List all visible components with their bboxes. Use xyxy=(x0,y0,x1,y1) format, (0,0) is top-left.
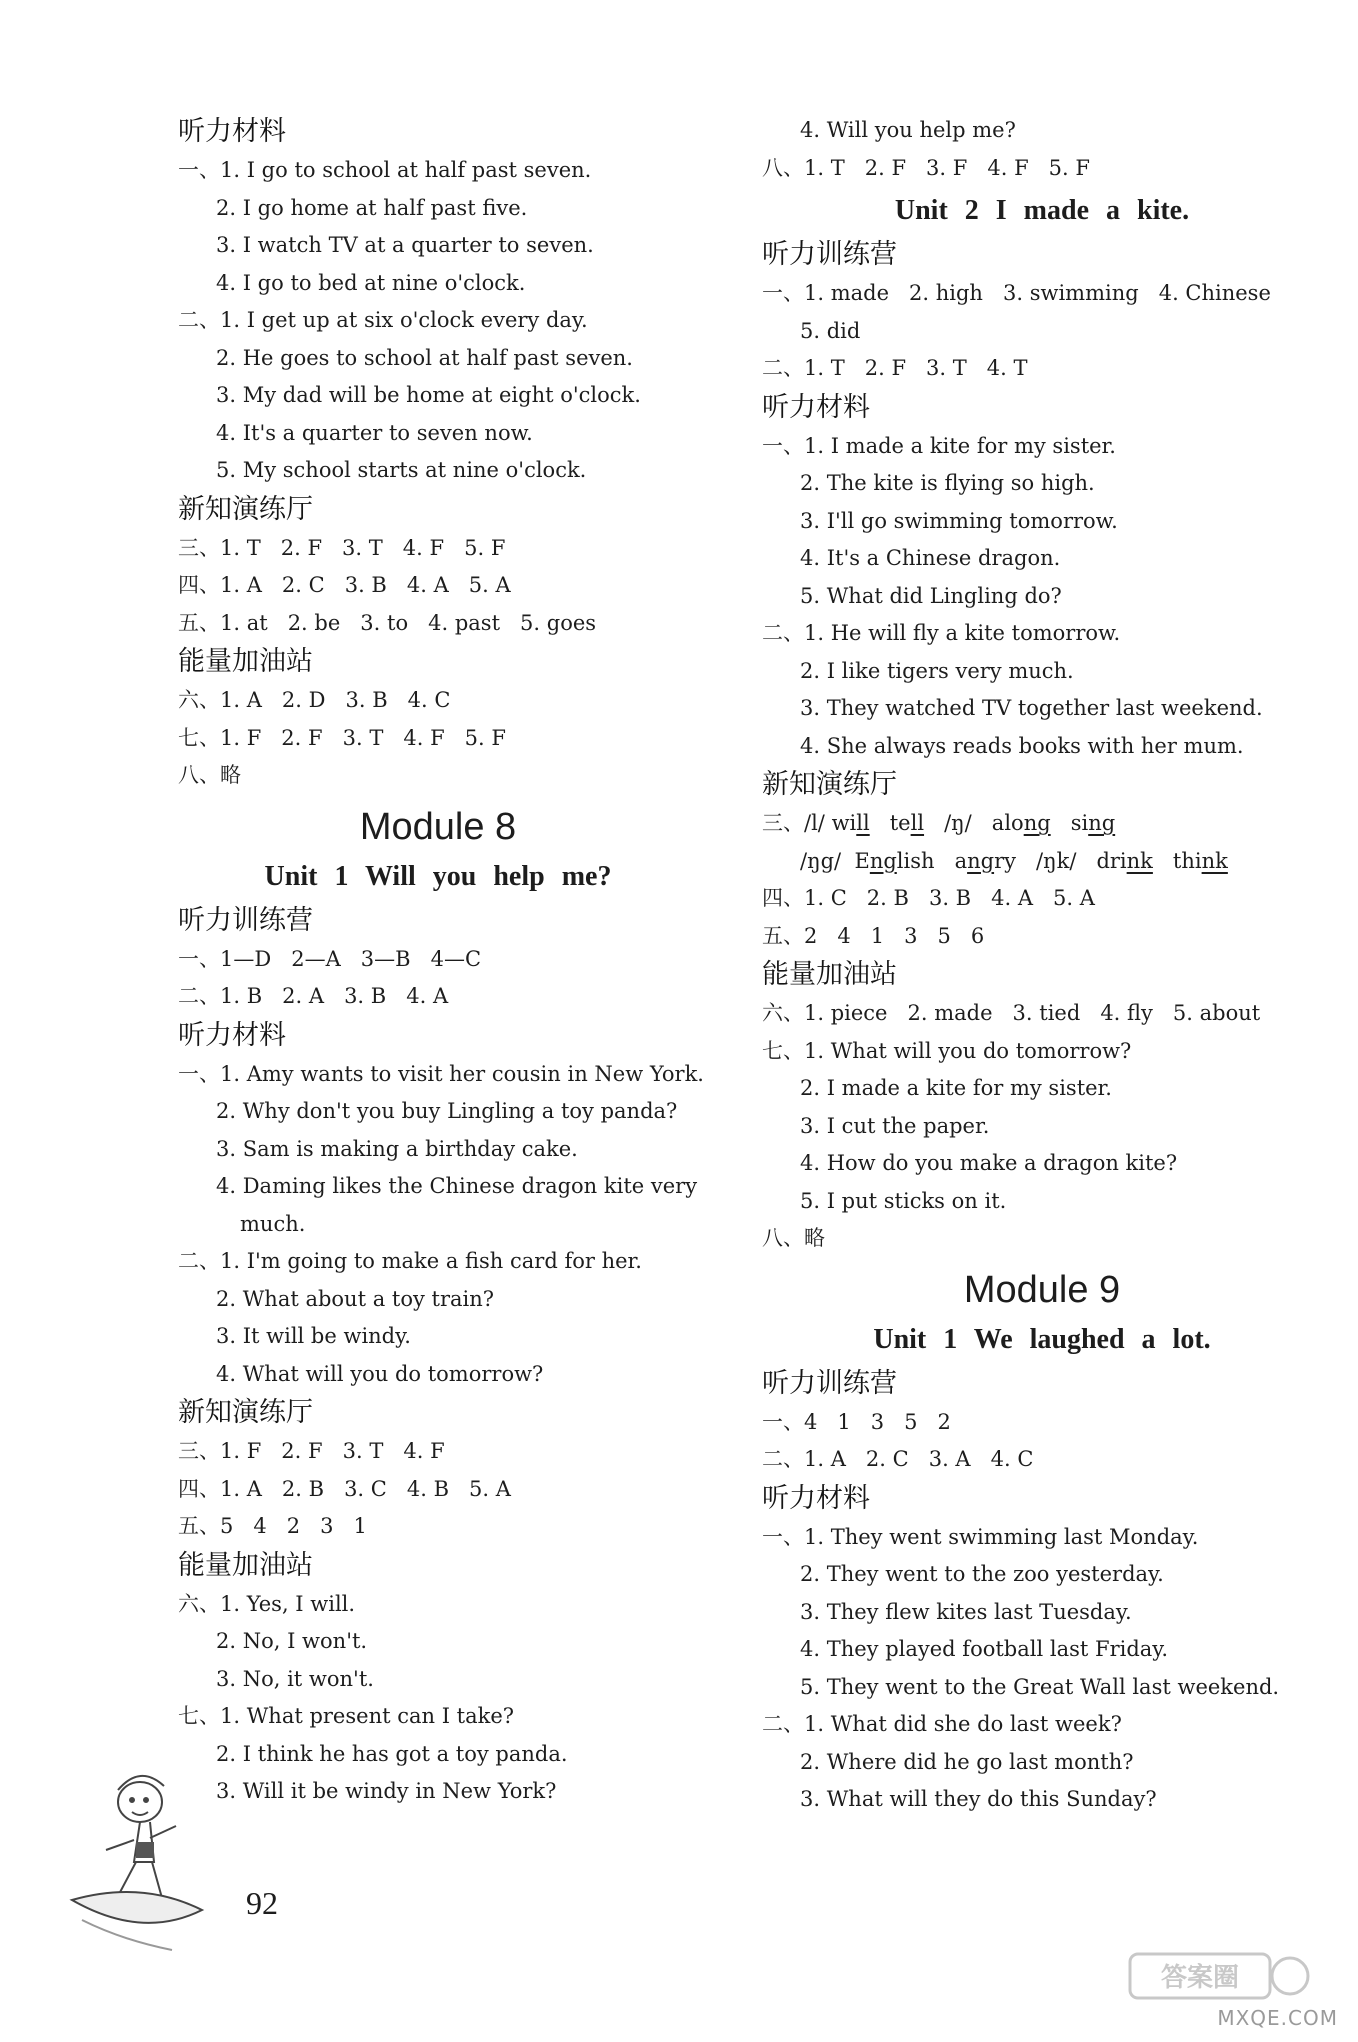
phonics-part: wi xyxy=(831,811,857,835)
answer-line: 二、1. What did she do last week? xyxy=(762,1712,1122,1736)
answer-line: 二、1. I get up at six o'clock every day. xyxy=(178,308,588,332)
answer-line: 3. No, it won't. xyxy=(216,1666,374,1691)
section-heading: 能量加油站 xyxy=(178,1549,313,1581)
section-heading: 新知演练厅 xyxy=(762,769,897,800)
phonics-part: alo xyxy=(991,811,1024,835)
answer-line: 2. I think he has got a toy panda. xyxy=(216,1741,568,1766)
answer-line: 一、1—D 2—A 3—B 4—C xyxy=(178,946,482,971)
phonics-row xyxy=(762,843,1322,881)
answer-line: 3. What will they do this Sunday? xyxy=(800,1787,1157,1811)
phonics-part: ng xyxy=(1088,811,1116,835)
answer-line: 2. No, I won't. xyxy=(216,1629,368,1653)
answer-line: 六、1. Yes, I will. xyxy=(178,1591,356,1616)
answer-line: 一、1. I made a kite for my sister. xyxy=(762,433,1116,458)
answer-line: 四、1. A 2. B 3. C 4. B 5. A xyxy=(178,1476,511,1501)
answer-line: 六、1. A 2. D 3. B 4. C xyxy=(178,688,451,712)
module-title: Module 8 xyxy=(359,805,517,848)
answer-line: 一、1. Amy wants to visit her cousin in New York. xyxy=(178,1061,704,1086)
answer-line: 3. I cut the paper. xyxy=(800,1113,990,1138)
section-heading: 听力训练营 xyxy=(762,1367,897,1399)
answer-line: 2. What about a toy train? xyxy=(216,1286,495,1311)
section-heading: 新知演练厅 xyxy=(178,493,313,525)
phonics-part: te xyxy=(889,811,911,835)
section-heading: 能量加油站 xyxy=(178,646,313,677)
section-heading: 听力材料 xyxy=(178,1019,286,1051)
answer-line: 八、略 xyxy=(178,763,241,787)
answer-line: 4. Daming likes the Chinese dragon kite very xyxy=(216,1174,698,1198)
section-heading: 听力训练营 xyxy=(178,904,313,936)
answer-line: 二、1. I'm going to make a fish card for her. xyxy=(178,1249,642,1273)
answer-line: 4. It's a quarter to seven now. xyxy=(216,420,533,445)
answer-line: 3. They flew kites last Tuesday. xyxy=(800,1599,1132,1624)
answer-line: 二、1. A 2. C 3. A 4. C xyxy=(762,1447,1034,1471)
unit-title: Unit 1 We laughed a lot. xyxy=(873,1323,1211,1355)
left-column xyxy=(178,112,704,1811)
answer-line: 4. Will you help me? xyxy=(800,118,1016,142)
answer-line: 二、1. He will fly a kite tomorrow. xyxy=(762,621,1121,645)
answer-line: 2. He goes to school at half past seven. xyxy=(216,345,633,370)
answer-line: 3. I watch TV at a quarter to seven. xyxy=(216,233,594,257)
answer-line: 二、1. B 2. A 3. B 4. A xyxy=(178,984,449,1008)
answer-line: 3. My dad will be home at eight o'clock. xyxy=(216,383,641,407)
answer-line: 三、1. T 2. F 3. T 4. F 5. F xyxy=(178,535,506,560)
answer-line: 四、1. A 2. C 3. B 4. A 5. A xyxy=(178,573,511,597)
answer-line: 4. I go to bed at nine o'clock. xyxy=(216,270,526,295)
answer-line: 5. They went to the Great Wall last weekend. xyxy=(800,1674,1280,1699)
phonics-part: /ŋk/ xyxy=(1036,848,1077,873)
phonics-part: ng xyxy=(869,848,897,873)
answer-line: 3. It will be windy. xyxy=(216,1324,411,1348)
answer-line: 一、1. made 2. high 3. swimming 4. Chinese xyxy=(762,281,1271,305)
section-heading: 能量加油站 xyxy=(762,959,897,990)
phonics-part: nk xyxy=(1201,848,1228,873)
answer-line: 2. I like tigers very much. xyxy=(800,658,1074,683)
answer-line: 五、5 4 2 3 1 xyxy=(178,1514,367,1538)
answer-line: 七、1. What will you do tomorrow? xyxy=(762,1038,1132,1063)
unit-title: Unit 2 I made a kite. xyxy=(894,195,1190,226)
section-heading: 听力材料 xyxy=(762,1482,870,1514)
phonics-part: lish xyxy=(896,848,935,873)
answer-line: 七、1. F 2. F 3. T 4. F 5. F xyxy=(178,725,506,750)
answer-line: 一、4 1 3 5 2 xyxy=(762,1409,951,1434)
answer-line: 一、1. I go to school at half past seven. xyxy=(178,158,592,182)
answer-line: 四、1. C 2. B 3. B 4. A 5. A xyxy=(762,886,1095,910)
module-title: Module 9 xyxy=(963,1268,1121,1311)
answer-line: 3. Will it be windy in New York? xyxy=(216,1779,557,1803)
phonics-part: a xyxy=(954,848,968,873)
answer-line: 4. It's a Chinese dragon. xyxy=(800,546,1061,570)
watermark-logo-text: 答案圈 xyxy=(1160,1963,1240,1993)
phonics-part: thi xyxy=(1172,848,1202,873)
phonics-part: dri xyxy=(1096,848,1127,873)
unit-title: Unit 1 Will you help me? xyxy=(264,860,612,892)
answer-line: 3. I'll go swimming tomorrow. xyxy=(800,508,1118,533)
phonics-part: ll xyxy=(910,811,925,835)
phonics-row xyxy=(762,805,1322,843)
answer-line: 一、1. They went swimming last Monday. xyxy=(762,1524,1199,1549)
phonics-part: /ŋ/ xyxy=(944,811,972,835)
answer-line: 2. Where did he go last month? xyxy=(800,1749,1134,1774)
answer-line: 5. My school starts at nine o'clock. xyxy=(216,458,587,482)
answer-line: 八、略 xyxy=(762,1226,825,1250)
answer-line: 4. What will you do tomorrow? xyxy=(216,1361,544,1386)
page-number: 92 xyxy=(246,1885,278,1921)
phonics-part: si xyxy=(1070,811,1089,835)
section-heading: 听力材料 xyxy=(178,116,286,147)
answer-line: 4. How do you make a dragon kite? xyxy=(800,1151,1178,1175)
answer-line: 三、1. F 2. F 3. T 4. F xyxy=(178,1439,445,1463)
answer-line: 3. They watched TV together last weekend. xyxy=(800,696,1263,720)
answer-line: 六、1. piece 2. made 3. tied 4. fly 5. about xyxy=(762,1001,1261,1025)
answer-line: 5. did xyxy=(800,318,861,343)
right-column xyxy=(762,112,1322,1819)
watermark-url: MXQE.COM xyxy=(1217,2006,1338,2030)
answer-line: 5. What did Lingling do? xyxy=(800,583,1062,608)
phonics-part: ll xyxy=(856,811,870,835)
answer-line: 2. I go home at half past five. xyxy=(216,195,528,220)
section-heading: 听力材料 xyxy=(762,391,870,423)
phonics-part: /ŋg/ xyxy=(800,848,842,873)
answer-line: 3. Sam is making a birthday cake. xyxy=(216,1136,578,1161)
answer-line: 五、2 4 1 3 5 6 xyxy=(762,923,985,948)
answer-line: 七、1. What present can I take? xyxy=(178,1704,515,1728)
phonics-part: ry xyxy=(994,848,1016,873)
answer-line: 2. The kite is flying so high. xyxy=(800,471,1095,495)
answer-line: 二、1. T 2. F 3. T 4. T xyxy=(762,356,1028,380)
answer-line: 2. I made a kite for my sister. xyxy=(800,1076,1112,1100)
answer-line: 五、1. at 2. be 3. to 4. past 5. goes xyxy=(178,610,597,635)
answer-line: 4. They played football last Friday. xyxy=(800,1637,1169,1661)
section-heading: 听力训练营 xyxy=(762,239,897,270)
answer-line: 5. I put sticks on it. xyxy=(800,1188,1007,1213)
phonics-part: E xyxy=(854,848,870,873)
answer-line: 2. Why don't you buy Lingling a toy panda? xyxy=(216,1099,678,1123)
phonics-part: ng xyxy=(1023,811,1051,835)
surfer-mascot-illustration xyxy=(52,1760,232,1960)
answer-line: 八、1. T 2. F 3. F 4. F 5. F xyxy=(762,155,1090,180)
answer-line: much. xyxy=(240,1211,306,1236)
phonics-part: ng xyxy=(967,848,995,873)
phonics-part: 三、/l/ xyxy=(762,811,825,835)
answer-line: 4. She always reads books with her mum. xyxy=(800,733,1244,758)
section-heading: 新知演练厅 xyxy=(178,1397,313,1428)
phonics-part: nk xyxy=(1126,848,1153,873)
answer-line: 2. They went to the zoo yesterday. xyxy=(800,1562,1164,1586)
